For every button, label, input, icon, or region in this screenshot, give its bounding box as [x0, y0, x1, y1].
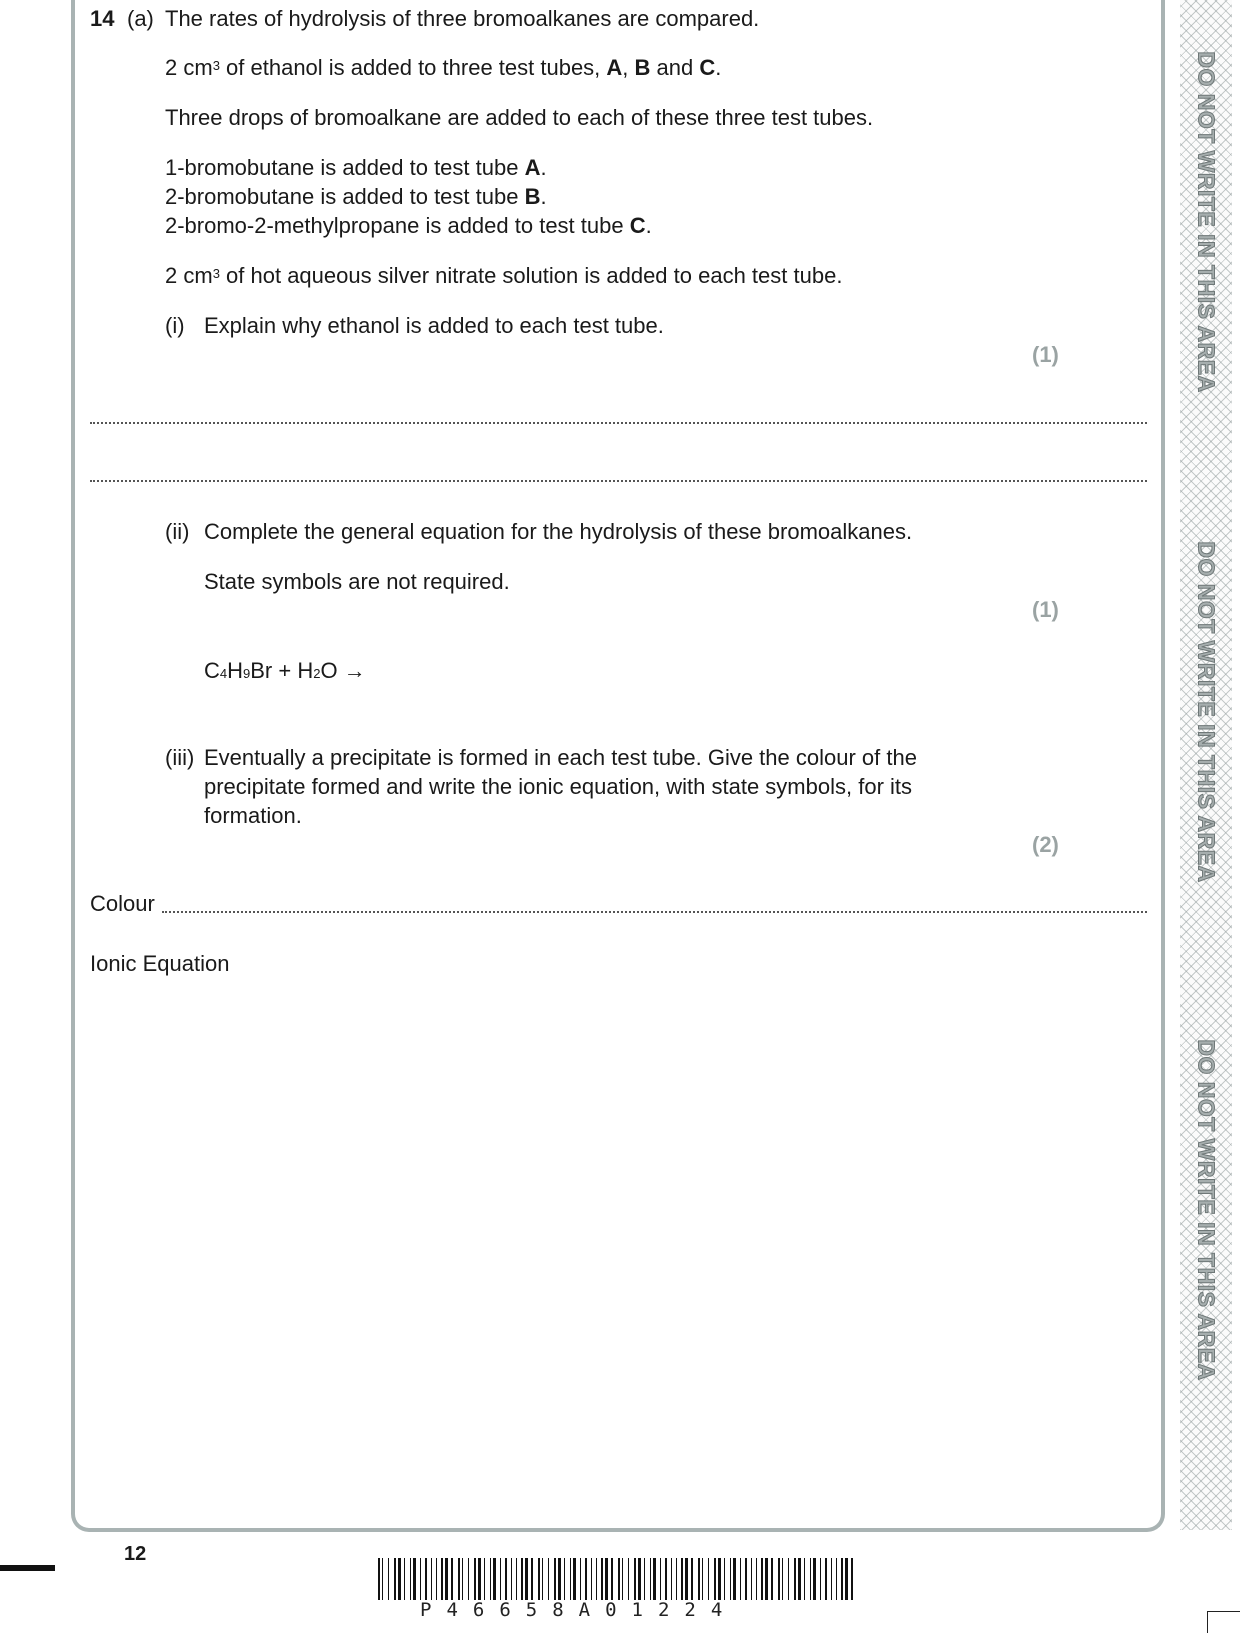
barcode-bar: [644, 1558, 645, 1600]
barcode-bar: [676, 1558, 677, 1600]
barcode-bar: [778, 1558, 780, 1600]
tube-c-line: 2-bromo-2-methylpropane is added to test tube C.: [165, 213, 652, 238]
barcode-bar: [573, 1558, 576, 1600]
barcode-text: P46658A01224: [420, 1599, 738, 1621]
barcode-bar: [413, 1558, 416, 1600]
barcode-bar: [558, 1558, 561, 1600]
barcode-bar: [505, 1558, 507, 1600]
barcode-bar: [484, 1558, 485, 1600]
barcode-bar: [730, 1558, 731, 1600]
part-ii-marks: (1): [1032, 597, 1059, 622]
barcode-bar: [531, 1558, 533, 1600]
page-marker-bar: [0, 1565, 55, 1571]
barcode-bar: [771, 1558, 773, 1600]
barcode-bar: [493, 1558, 496, 1600]
barcode-bar: [718, 1558, 721, 1600]
barcode-bar: [398, 1558, 401, 1600]
barcode-bar: [724, 1558, 725, 1600]
tube-a-line: 1-bromobutane is added to test tube A.: [165, 155, 547, 180]
barcode-bar: [601, 1558, 603, 1600]
barcode-bar: [611, 1558, 613, 1600]
part-iii-line-3: formation.: [204, 803, 302, 828]
barcode-bar: [733, 1558, 736, 1600]
barcode-bar: [570, 1558, 571, 1600]
barcode-bar: [431, 1558, 432, 1600]
silver-nitrate-statement: 2 $cm^3$ of hot aqueous silver nitrate solution is added to each test tube.: [165, 263, 843, 288]
barcode-bar: [702, 1558, 703, 1600]
drops-statement: Three drops of bromoalkane are added to each of these three test tubes.: [165, 105, 874, 130]
barcode-bar: [653, 1558, 656, 1600]
barcode-bar: [765, 1558, 768, 1600]
barcode-bar: [628, 1558, 629, 1600]
barcode-bar: [841, 1558, 843, 1600]
barcode-bar: [605, 1558, 608, 1600]
part-i-label: (i): [165, 313, 185, 338]
barcode-bar: [708, 1558, 709, 1600]
answer-line-i-2[interactable]: [90, 480, 1147, 482]
barcode-bar: [751, 1558, 752, 1600]
barcode-bar: [836, 1558, 837, 1600]
barcode-bar: [548, 1558, 549, 1600]
barcode-bar: [525, 1558, 528, 1600]
barcode-bar: [745, 1558, 747, 1600]
barcode-bar: [458, 1558, 460, 1600]
barcode-bar: [382, 1558, 383, 1600]
barcode-bar: [638, 1558, 641, 1600]
part-iii-label: (iii): [165, 745, 195, 770]
barcode-bar: [500, 1558, 501, 1600]
barcode-bar: [845, 1558, 848, 1600]
barcode-bar: [714, 1558, 716, 1600]
barcode-bar: [436, 1558, 437, 1600]
answer-line-i-1[interactable]: [90, 422, 1147, 424]
barcode-bar: [564, 1558, 565, 1600]
barcode-bar: [580, 1558, 581, 1600]
barcode-bar: [788, 1558, 789, 1600]
barcode-bar: [490, 1558, 491, 1600]
barcode-bar: [388, 1558, 389, 1600]
barcode-bar: [596, 1558, 597, 1600]
barcode: [378, 1558, 862, 1600]
part-iii-marks: (2): [1032, 832, 1059, 857]
question-number: 14: [90, 6, 115, 31]
barcode-bar: [468, 1558, 469, 1600]
ionic-equation-answer-area[interactable]: [90, 990, 1147, 1490]
barcode-bar: [660, 1558, 661, 1600]
barcode-bar: [420, 1558, 421, 1600]
barcode-bar: [591, 1558, 592, 1600]
part-ii-label: (ii): [165, 519, 190, 544]
question-intro: The rates of hydrolysis of three bromoalkanes are compared.: [165, 6, 760, 31]
barcode-bar: [516, 1558, 517, 1600]
part-i-marks: (1): [1032, 342, 1059, 367]
barcode-bar: [441, 1558, 443, 1600]
barcode-bar: [804, 1558, 805, 1600]
barcode-bar: [618, 1558, 620, 1600]
part-iii-line-2: precipitate formed and write the ionic equation, with state symbols, for its: [204, 774, 913, 799]
barcode-bar: [740, 1558, 741, 1600]
barcode-bar: [825, 1558, 827, 1600]
barcode-bar: [820, 1558, 821, 1600]
barcode-bar: [681, 1558, 683, 1600]
tube-b-line: 2-bromobutane is added to test tube B.: [165, 184, 547, 209]
part-iii-line-1: Eventually a precipitate is formed in each test tube. Give the colour of the: [204, 745, 917, 770]
barcode-bar: [665, 1558, 667, 1600]
barcode-bar: [831, 1558, 832, 1600]
colour-answer-line[interactable]: [162, 911, 1147, 913]
barcode-bar: [650, 1558, 651, 1600]
barcode-bar: [410, 1558, 411, 1600]
barcode-bar: [810, 1558, 811, 1600]
barcode-bar: [691, 1558, 693, 1600]
barcode-bar: [425, 1558, 427, 1600]
barcode-bar: [671, 1558, 672, 1600]
barcode-bar: [794, 1558, 796, 1600]
ionic-equation-label: Ionic Equation: [90, 951, 230, 976]
barcode-bar: [782, 1558, 783, 1600]
barcode-bar: [445, 1558, 448, 1600]
barcode-bar: [478, 1558, 481, 1600]
barcode-bar: [798, 1558, 801, 1600]
barcode-bar: [511, 1558, 512, 1600]
barcode-bar: [462, 1558, 463, 1600]
barcode-bar: [634, 1558, 636, 1600]
part-ii-question: Complete the general equation for the hydrolysis of these bromoalkanes.: [204, 519, 913, 544]
page-number: 12: [124, 1543, 147, 1565]
barcode-bar: [756, 1558, 757, 1600]
colour-label: Colour: [90, 891, 155, 916]
barcode-bar: [585, 1558, 587, 1600]
barcode-bar: [451, 1558, 453, 1600]
barcode-bar: [554, 1558, 556, 1600]
part-ii-note: State symbols are not required.: [204, 569, 510, 594]
hydrolysis-equation[interactable]: $C_4H_9Br + H_2O$ →: [204, 658, 366, 683]
barcode-bar: [542, 1558, 543, 1600]
barcode-bar: [698, 1558, 700, 1600]
barcode-bar: [622, 1558, 623, 1600]
barcode-bar: [394, 1558, 396, 1600]
barcode-bar: [521, 1558, 523, 1600]
barcode-bar: [851, 1558, 853, 1600]
barcode-bar: [685, 1558, 688, 1600]
part-a-label: (a): [127, 6, 154, 31]
barcode-bar: [404, 1558, 405, 1600]
part-i-question: Explain why ethanol is added to each test tube.: [204, 313, 664, 338]
barcode-bar: [761, 1558, 763, 1600]
barcode-bar: [813, 1558, 816, 1600]
barcode-bar: [538, 1558, 540, 1600]
barcode-bar: [378, 1558, 380, 1600]
barcode-bar: [474, 1558, 476, 1600]
ethanol-statement: 2 $cm^3$ of ethanol is added to three test tubes, A, B and C.: [165, 55, 722, 80]
corner-mark: [1207, 1611, 1240, 1633]
